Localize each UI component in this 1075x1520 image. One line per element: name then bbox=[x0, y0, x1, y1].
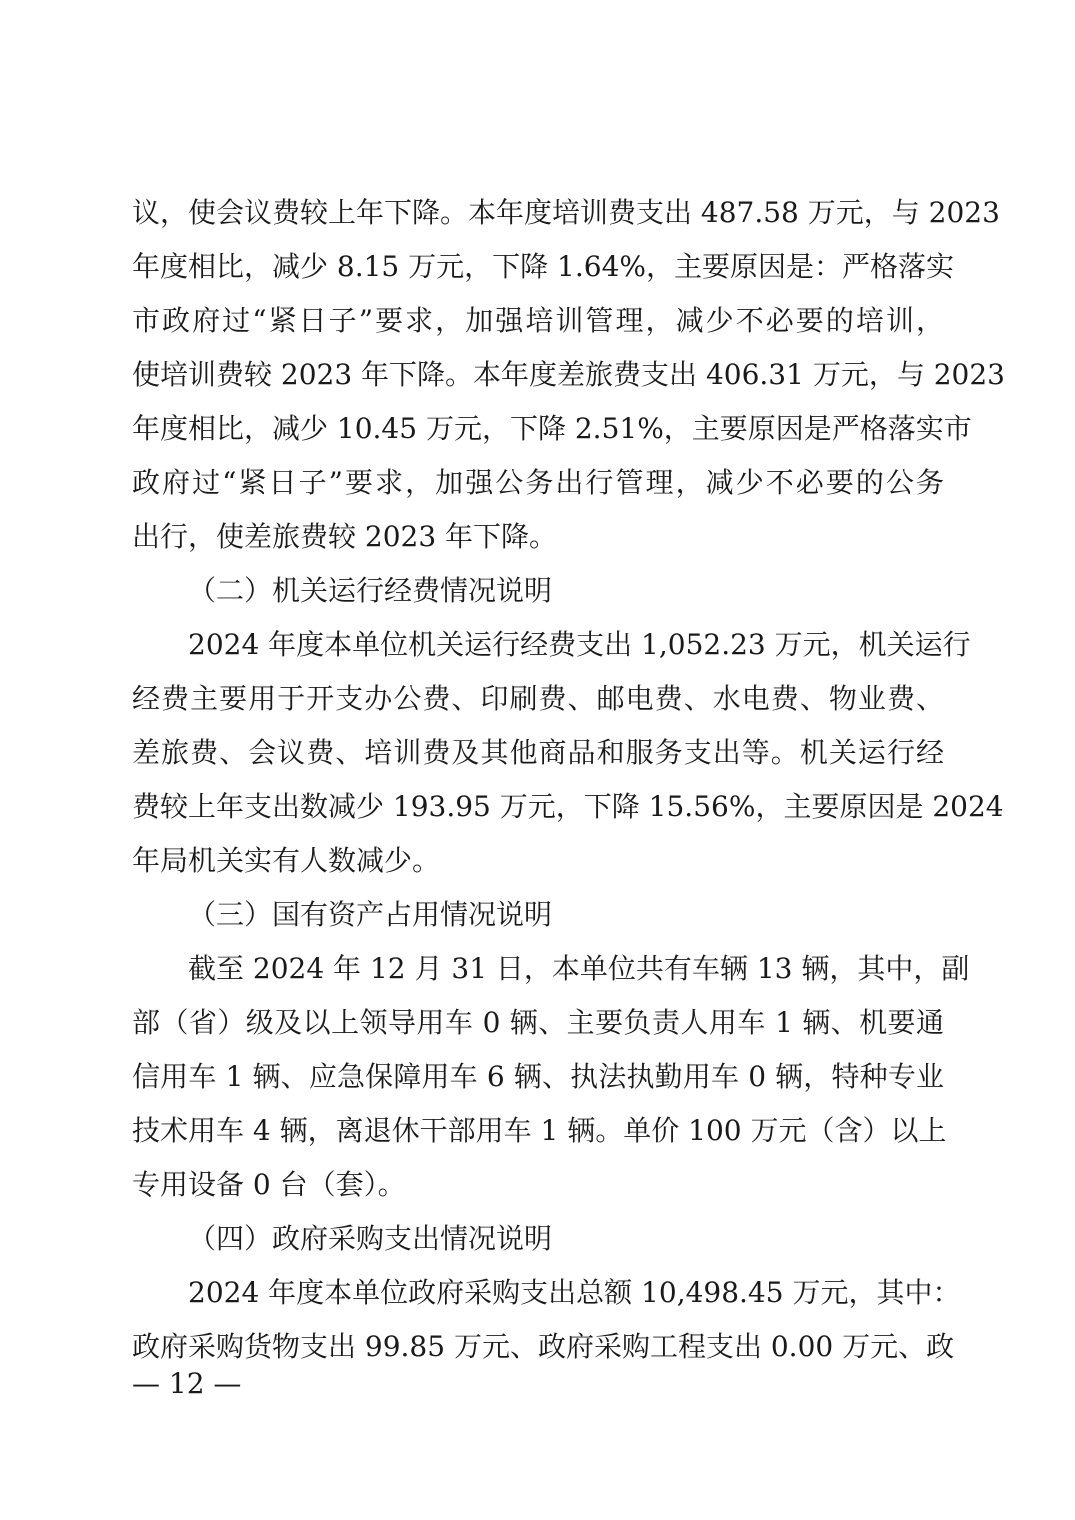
section-heading: （四）政府采购支出情况说明 bbox=[188, 1222, 553, 1255]
paragraph-line: 使培训费较 2023 年下降。本年度差旅费支出 406.31 万元，与 2023 bbox=[132, 358, 1005, 391]
section-heading: （二）机关运行经费情况说明 bbox=[188, 574, 553, 607]
paragraph-line: 年度相比，减少 10.45 万元，下降 2.51%，主要原因是严格落实市 bbox=[132, 412, 972, 445]
paragraph-line: 年局机关实有人数减少。 bbox=[132, 844, 441, 877]
paragraph-line: 出行，使差旅费较 2023 年下降。 bbox=[132, 520, 558, 553]
paragraph-line: 市政府过“紧日子”要求，加强培训管理，减少不必要的培训， bbox=[132, 304, 944, 337]
paragraph-line: 2024 年度本单位机关运行经费支出 1,052.23 万元，机关运行 bbox=[188, 628, 971, 661]
paragraph-line: 费较上年支出数减少 193.95 万元，下降 15.56%，主要原因是 2024 bbox=[132, 790, 1004, 823]
paragraph-line: 政府过“紧日子”要求，加强公务出行管理，减少不必要的公务 bbox=[132, 466, 944, 499]
paragraph-line: 议，使会议费较上年下降。本年度培训费支出 487.58 万元，与 2023 bbox=[132, 196, 1000, 229]
paragraph-line: 经费主要用于开支办公费、印刷费、邮电费、水电费、物业费、 bbox=[132, 682, 944, 715]
paragraph-line: 部（省）级及以上领导用车 0 辆、主要负责人用车 1 辆、机要通 bbox=[132, 1006, 944, 1039]
paragraph-line: 2024 年度本单位政府采购支出总额 10,498.45 万元，其中： bbox=[188, 1276, 961, 1309]
paragraph-line: 专用设备 0 台（套）。 bbox=[132, 1168, 406, 1201]
paragraph-line: 截至 2024 年 12 月 31 日，本单位共有车辆 13 辆，其中，副 bbox=[188, 952, 970, 985]
paragraph-line: 政府采购货物支出 99.85 万元、政府采购工程支出 0.00 万元、政 bbox=[132, 1330, 955, 1363]
paragraph-line: 年度相比，减少 8.15 万元，下降 1.64%，主要原因是：严格落实 bbox=[132, 250, 954, 283]
section-heading: （三）国有资产占用情况说明 bbox=[188, 898, 553, 931]
paragraph-line: 信用车 1 辆、应急保障用车 6 辆、执法执勤用车 0 辆，特种专业 bbox=[132, 1060, 944, 1093]
paragraph-line: 技术用车 4 辆，离退休干部用车 1 辆。单价 100 万元（含）以上 bbox=[132, 1114, 947, 1147]
page-number: — 12 — bbox=[132, 1367, 242, 1400]
paragraph-line: 差旅费、会议费、培训费及其他商品和服务支出等。机关运行经 bbox=[132, 736, 944, 769]
